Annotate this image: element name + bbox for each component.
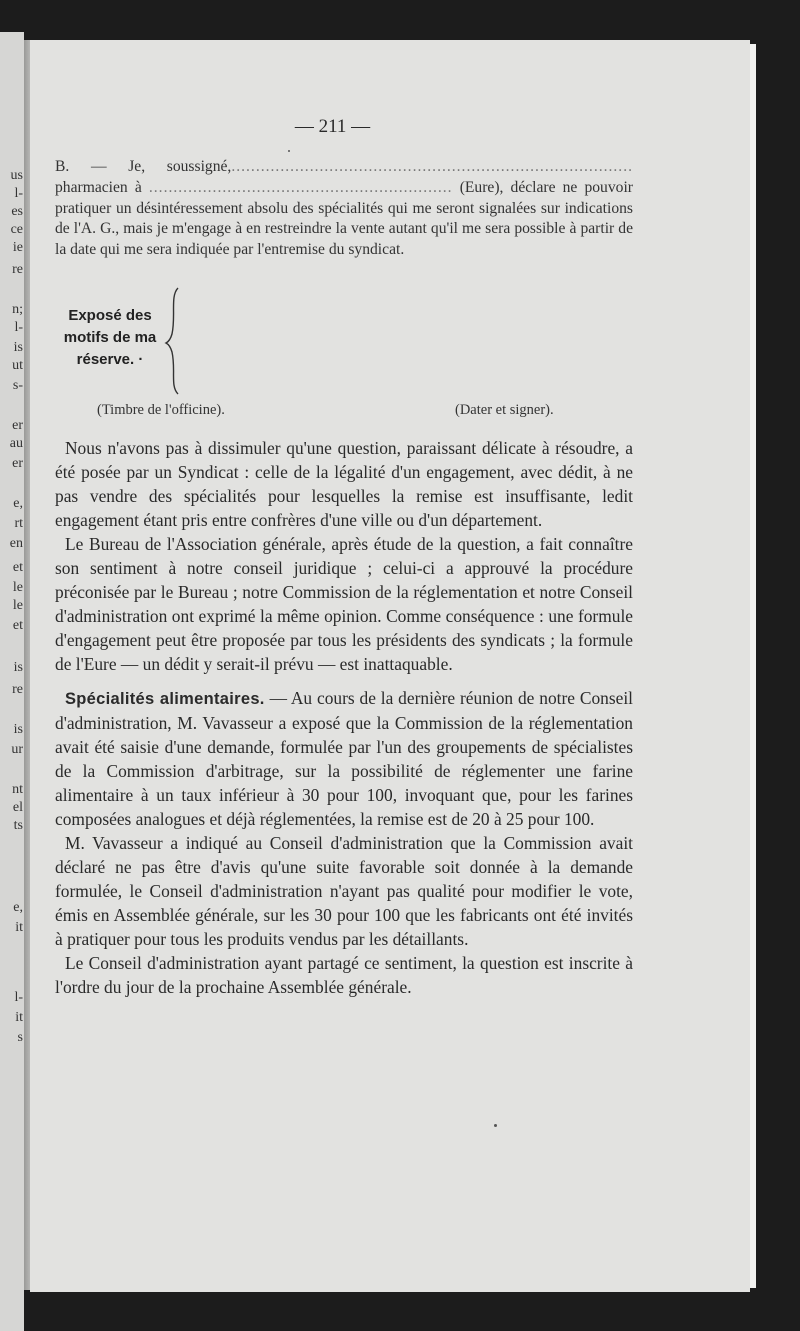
engagement-form [55, 157, 633, 261]
facing-page-fragment: is [13, 340, 23, 355]
speck [494, 1124, 497, 1127]
facing-page-fragment: rt [14, 516, 23, 531]
facing-page-fragment: e, [13, 900, 23, 915]
page-edge [750, 44, 756, 1288]
speck [288, 150, 290, 152]
facing-page-fragment: l- [14, 990, 23, 1005]
facing-page-fragment: le [12, 580, 23, 595]
facing-page-fragment: it [15, 1010, 23, 1025]
facing-page-fragment: is [13, 722, 23, 737]
facing-page-fragment: l- [14, 186, 23, 201]
facing-page-edge [0, 32, 24, 1331]
stamp-label: (Timbre de l'officine). [97, 402, 225, 418]
facing-page-fragment: ts [13, 818, 23, 833]
form-line2-prefix: pharmacien à [55, 178, 142, 196]
facing-page-fragment: re [12, 262, 23, 277]
facing-page-fragment: it [15, 920, 23, 935]
facing-page-fragment: et [12, 618, 23, 633]
facing-page-fragment: ce [10, 222, 23, 237]
paragraph: M. Vavasseur a indiqué au Conseil d'administration que la Commission avait déclaré ne pas être d'avis qu'une suite favorable soit donnée à la demande formulée, le Conseil d'administration n'ayant pas qualité pour modifier le vote, émis en Assemblée générale, sur les 30 pour 100 que les fabricants ont été invités à pratiquer pour tous les produits vendus par les détaillants. [55, 833, 633, 949]
facing-page-fragment: au [9, 436, 23, 451]
facing-page-fragment: nt [12, 782, 23, 797]
reserve-line-3: réserve. · [76, 351, 144, 368]
facing-page-fragment: l- [14, 320, 23, 335]
facing-page-fragment: er [12, 418, 23, 433]
facing-page-fragment: ie [12, 240, 23, 255]
paragraph: Nous n'avons pas à dissimuler qu'une question, paraissant délicate à résoudre, a été posée par un Syndicat : celle de la légalité d'un engagement, avec dédit, à ne pas vendre des spécialités pour lesquelles la remise est insuffisante, ledit engagement étant pris entre confrères d'une ville ou d'un département. [55, 438, 633, 530]
section-heading: Spécialités alimentaires. [65, 690, 265, 708]
facing-page-fragment: n; [12, 302, 23, 317]
facing-page-fragment: us [10, 168, 23, 183]
form-line1-prefix: B. — Je, soussigné, [55, 158, 232, 175]
sign-label: (Dater et signer). [455, 402, 554, 418]
paragraph: Le Conseil d'administration ayant partagé ce sentiment, la question est inscrite à l'ordre du jour de la prochaine Assemblée générale. [55, 953, 633, 997]
paragraph: Le Bureau de l'Association générale, après étude de la question, a fait connaître son sentiment à notre conseil juridique ; celui-ci a approuvé la procédure préconisée par le Bureau ; notre Commission de la réglementation et notre Conseil d'administration ont exprimé la même opinion. Comme conséquence : une formule d'engagement peut être proposée par tous les présidents des syndicats ; la formule de l'Eure — un dédit y serait-il prévu — est inattaquable. [55, 534, 633, 674]
facing-page-fragment: le [12, 598, 23, 613]
facing-page-fragment: es [11, 204, 23, 219]
facing-page-fragment: et [12, 560, 23, 575]
page-number: — 211 — [294, 116, 371, 137]
form-declaration: (Eure), déclare ne pouvoir pratiquer un désintéressement absolu des spécialités qui me seront signalées sur indications de l'A. G., mais je m'engage à en restreindre la vente autant qu'il me sera possible à partir de la date qui me sera indiquée par l'entremise du syndicat. [55, 178, 633, 259]
body-text [55, 436, 633, 999]
facing-page-fragment: is [13, 660, 23, 675]
reserve-line-1: Exposé des [68, 307, 152, 324]
facing-page-fragment: s [17, 1030, 23, 1045]
form-blank-town: .............................................................. [148, 178, 453, 196]
reserve-label [55, 305, 165, 371]
facing-page-fragment: en [9, 536, 23, 551]
form-blank-name: .................................................................................. [231, 158, 633, 175]
facing-page-fragment: re [12, 682, 23, 697]
form-text [55, 157, 633, 261]
section-intro: — Au cours de la dernière réunion de notre Conseil d'administration, M. Vavasseur a exposé que la Commission de la réglementation avait été saisie d'une demande, formulée par l'un des groupements de spécialistes de la Commission d'arbitrage, sur la possibilité de réglementer une farine alimentaire à un taux inférieur à 30 pour 100, invoquant que, pour les farines composées analogues et déjà réglementées, la remise est de 20 à 25 pour 100. [55, 688, 633, 829]
facing-page-fragment: e, [13, 496, 23, 511]
facing-page-fragment: ut [12, 358, 23, 373]
section-paragraph [55, 686, 633, 831]
facing-page-fragment: er [12, 456, 23, 471]
facing-page-fragment: ur [11, 742, 23, 757]
reserve-line-2: motifs de ma [63, 329, 157, 346]
curly-brace [162, 286, 184, 396]
facing-page-fragment: s- [12, 378, 23, 393]
facing-page-fragment: el [12, 800, 23, 815]
